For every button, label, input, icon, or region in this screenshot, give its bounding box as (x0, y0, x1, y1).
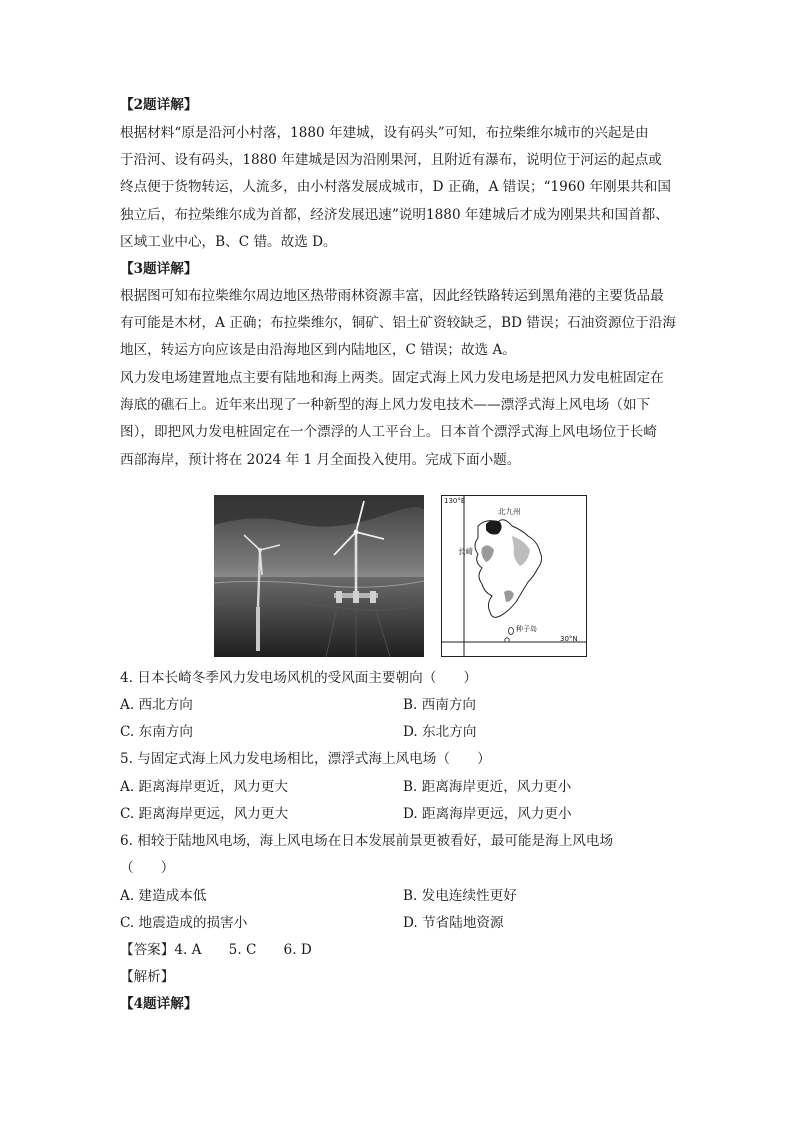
text-line: 于沿河、设有码头，1880 年建城是因为沿刚果河，且附近有瀑布，说明位于河运的起点或 (120, 152, 662, 168)
latitude-label: 30°N (560, 635, 578, 643)
q6-option-c: C. 地震造成的损害小 (120, 915, 248, 931)
q4-option-b: B. 西南方向 (403, 697, 477, 713)
region-label-kitakyushu: 北九州 (498, 507, 521, 516)
q5-option-b: B. 距离海岸更近，风力更小 (403, 779, 572, 795)
q4-option-c: C. 东南方向 (120, 724, 193, 740)
heading-q3-detail: 【3题详解】 (120, 261, 198, 277)
analysis-heading: 【解析】 (120, 969, 175, 985)
answer-line: 【答案】4. A 5. C 6. D (120, 942, 312, 958)
text-line: 终点便于货物转运，人流多，由小村落发展成城市，D 正确，A 错误；“1960 年刚果共和国 (120, 179, 672, 195)
q6-option-b: B. 发电连续性更好 (403, 888, 517, 904)
text-line: 区域工业中心，B、C 错。故选 D。 (120, 234, 337, 250)
q4-option-d: D. 东北方向 (403, 724, 477, 740)
question-6-stem-cont: （ ） (120, 860, 175, 876)
q6-option-d: D. 节省陆地资源 (403, 915, 504, 931)
text-line: 风力发电场建置地点主要有陆地和海上两类。固定式海上风力发电场是把风力发电桩固定在 (120, 370, 664, 386)
question-4-stem: 4. 日本长崎冬季风力发电场风机的受风面主要朝向（ ） (120, 670, 478, 686)
q5-option-d: D. 距离海岸更远，风力更小 (403, 806, 572, 822)
text-line: 根据图可知布拉柴维尔周边地区热带雨林资源丰富，因此经铁路转运到黑角港的主要货品最 (120, 288, 664, 304)
kyushu-map (441, 495, 587, 657)
region-label-nagasaki: 长崎 (458, 547, 473, 556)
text-line: 海底的礁石上。近年来出现了一种新型的海上风力发电技术——漂浮式海上风电场（如下 (120, 397, 651, 413)
wind-turbine-photo (214, 495, 424, 657)
longitude-label: 130°E (444, 497, 466, 505)
text-line: 根据材料“原是沿河小村落，1880 年建城，设有码头”可知，布拉柴维尔城市的兴起是由 (120, 125, 649, 141)
q5-option-a: A. 距离海岸更近，风力更大 (120, 779, 288, 795)
text-line: 地区，转运方向应该是由沿海地区到内陆地区，C 错误；故选 A。 (120, 342, 516, 358)
question-6-stem: 6. 相较于陆地风电场，海上风电场在日本发展前景更被看好，最可能是海上风电场 (120, 833, 614, 849)
text-line: 西部海岸，预计将在 2024 年 1 月全面投入使用。完成下面小题。 (120, 452, 521, 468)
text-line: 有可能是木材，A 正确；布拉柴维尔，铜矿、铝土矿资较缺乏，BD 错误；石油资源位于沿海 (120, 315, 676, 331)
text-line: 图），即把风力发电桩固定在一个漂浮的人工平台上。日本首个漂浮式海上风电场位于长崎 (120, 424, 657, 440)
heading-q4-detail: 【4题详解】 (120, 996, 198, 1012)
island-label: 种子岛 (516, 625, 537, 633)
q4-option-a: A. 西北方向 (120, 697, 193, 713)
q5-option-c: C. 距离海岸更远，风力更大 (120, 806, 289, 822)
text-line: 独立后，布拉柴维尔成为首都，经济发展迅速”说明1880 年建城后才成为刚果共和国首都、 (120, 207, 669, 223)
q6-option-a: A. 建造成本低 (120, 888, 207, 904)
heading-q2-detail: 【2题详解】 (120, 97, 198, 113)
question-5-stem: 5. 与固定式海上风力发电场相比，漂浮式海上风电场（ ） (120, 751, 491, 767)
